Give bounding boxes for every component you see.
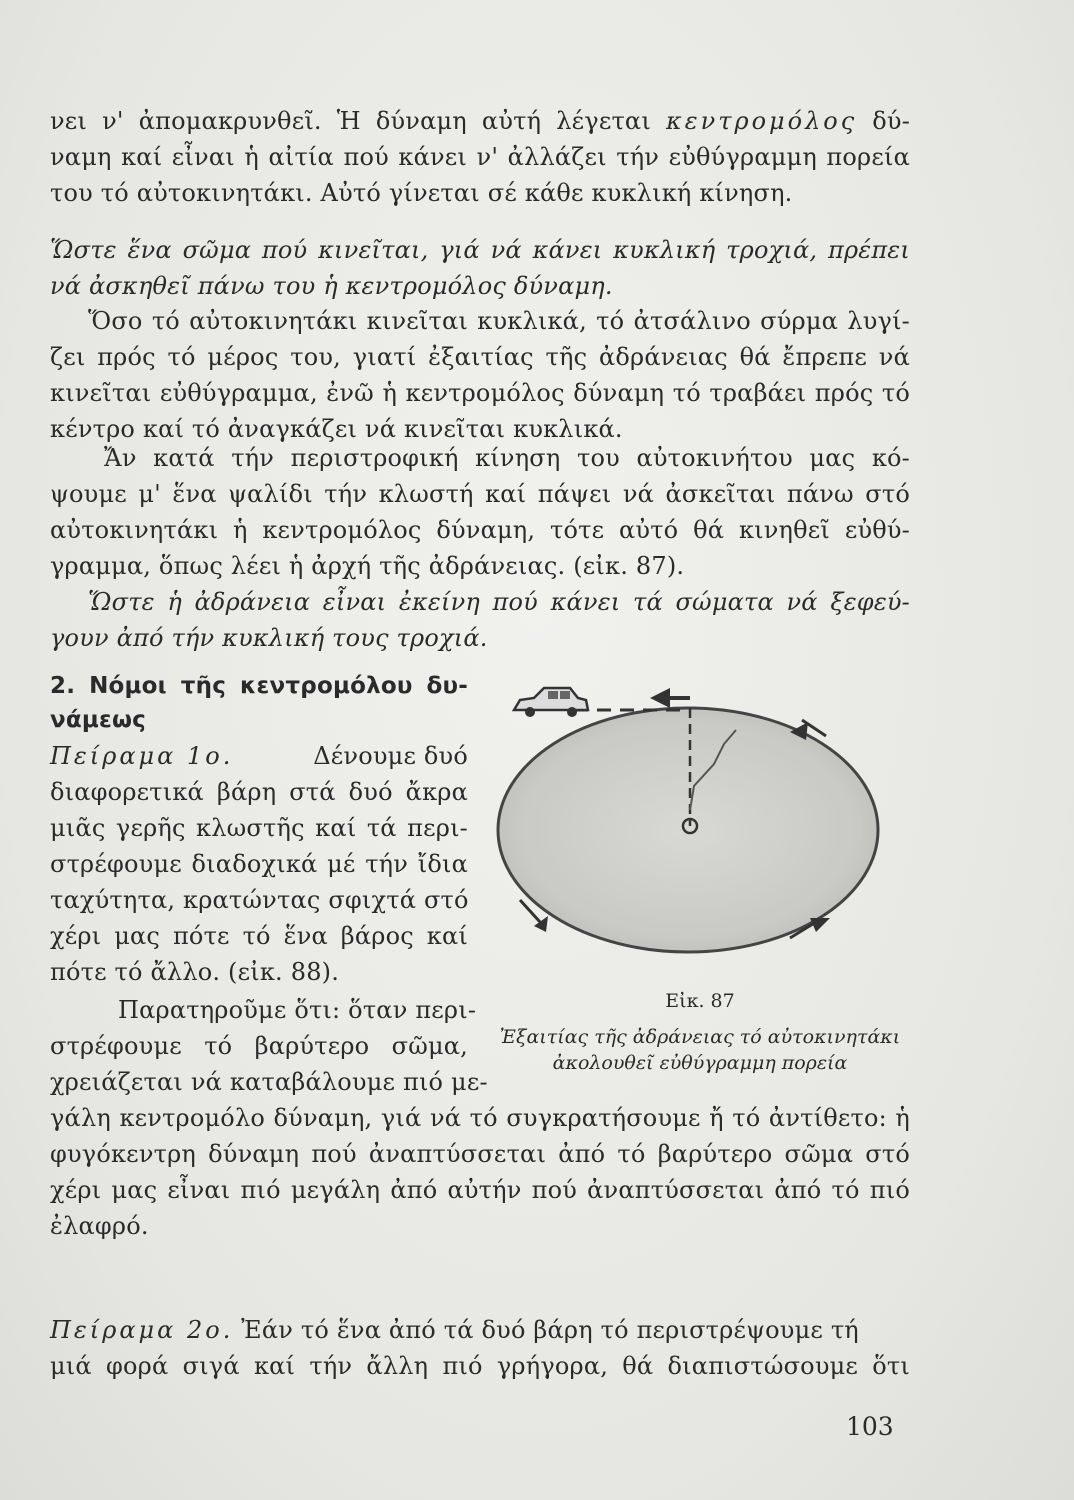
- text-line: Ὥστε ἕνα σῶμα πού κινεῖται, γιά νά κάνει κυκλική τροχιά, πρέπει: [50, 236, 910, 264]
- text-line: Ὥστε ἡ ἀδράνεια εἶναι ἐκείνη πού κάνει τά σώματα νά ξεφεύ-: [88, 588, 910, 616]
- text-line: μιᾶς γερῆς κλωστῆς καί τά περι-: [50, 814, 468, 842]
- experiment-label: Πείραμα 1ο.: [50, 742, 234, 770]
- direction-arrow: [810, 918, 830, 932]
- text-line: γουν ἀπό τήν κυκλική τους τροχιά.: [50, 624, 488, 652]
- text-line: χέρι μας πότε τό ἕνα βάρος καί: [50, 922, 468, 950]
- toy-car: [514, 688, 588, 717]
- text-line: Πείραμα 2ο. Ἐάν τό ἕνα ἀπό τά δυό βάρη τό περιστρέψουμε τή: [50, 1316, 859, 1344]
- figure-87-illustration: [490, 660, 910, 980]
- text-line: κινεῖται εὐθύγραμμα, ἐνῶ ἡ κεντρομόλος δύναμη τό τραβάει πρός τό: [50, 379, 910, 407]
- direction-arrow: [650, 688, 690, 708]
- text-line: χέρι μας εἶναι πιό μεγάλη ἀπό αὐτήν πού ἀναπτύσσεται ἀπό τό πιό: [50, 1176, 910, 1204]
- text-line: πότε τό ἄλλο. (εἰκ. 88).: [50, 958, 340, 986]
- experiment-label: Πείραμα 2ο.: [50, 1316, 234, 1344]
- text-line: φυγόκεντρη δύναμη πού ἀναπτύσσεται ἀπό τό βαρύτερο σῶμα στό: [50, 1140, 910, 1168]
- text-line: ναμη καί εἶναι ἡ αἰτία πού κάνει ν' ἀλλάζει τήν εὐθύγραμμη πορεία: [50, 143, 910, 171]
- text-line: ψουμε μ' ἕνα ψαλίδι τήν κλωστή καί πάψει νά ἀσκεῖται πάνω στό: [50, 480, 910, 508]
- text-line: ἐλαφρό.: [50, 1212, 149, 1240]
- section-heading: νάμεως: [50, 707, 147, 733]
- text-line: Ὅσο τό αὐτοκινητάκι κινεῖται κυκλικά, τό ἀτσάλινο σύρμα λυγί-: [88, 307, 910, 335]
- text-line: στρέφουμε τό βαρύτερο σῶμα,: [50, 1032, 468, 1060]
- text-line: ζει πρός τό μέρος του, γιατί ἐξαιτίας τῆς ἀδράνειας θά ἔπρεπε νά: [50, 343, 910, 371]
- text-line: διαφορετικά βάρη στά δυό ἄκρα: [50, 778, 468, 806]
- figure-label: Εἰκ. 87: [665, 990, 735, 1012]
- text-line: του τό αὐτοκινητάκι. Αὐτό γίνεται σέ κάθε κυκλική κίνηση.: [50, 179, 793, 207]
- emphasized-term: κεντρομόλος: [666, 107, 858, 135]
- text-line: στρέφουμε διαδοχικά μέ τήν ἴδια: [50, 850, 468, 878]
- text-line: ταχύτητα, κρατώντας σφιχτά στό: [50, 886, 469, 914]
- text-line: αὐτοκινητάκι ἡ κεντρομόλος δύναμη, τότε αὐτό θά κινηθεῖ εὐθύ-: [50, 516, 910, 544]
- figure-caption: ἀκολουθεῖ εὐθύγραμμη πορεία: [552, 1052, 848, 1074]
- text-line: μιά φορά σιγά καί τήν ἄλλη πιό γρήγορα, θά διαπιστώσουμε ὅτι: [50, 1352, 910, 1380]
- text-line: νά ἀσκηθεῖ πάνω του ἡ κεντρομόλος δύναμη.: [50, 272, 613, 300]
- text-line: Ἄν κατά τήν περιστροφική κίνηση του αὐτοκινήτου μας κό-: [104, 444, 910, 472]
- circular-track: [498, 708, 878, 952]
- section-heading: 2. Νόμοι τῆς κεντρομόλου δυ-: [50, 673, 468, 699]
- text-line: νει ν' ἀπομακρυνθεῖ. Ἡ δύναμη αὐτή λέγεται κεντρομόλος δύ-: [50, 107, 910, 135]
- text-line: γραμμα, ὅπως λέει ἡ ἀρχή τῆς ἀδράνειας. (εἰκ. 87).: [50, 552, 685, 580]
- text-line: χρειάζεται νά καταβάλουμε πιό με-: [50, 1068, 488, 1096]
- page-number: 103: [846, 1412, 894, 1441]
- text-line: κέντρο καί τό ἀναγκάζει νά κινεῖται κυκλικά.: [50, 415, 623, 443]
- figure-caption: Ἐξαιτίας τῆς ἀδράνειας τό αὐτοκινητάκι: [499, 1026, 901, 1048]
- text-line: Πείραμα 1ο. Δένουμε δυό: [50, 742, 468, 770]
- text-line: Παρατηροῦμε ὅτι: ὅταν περι-: [118, 996, 477, 1024]
- text-line: γάλη κεντρομόλο δύναμη, γιά νά τό συγκρατήσουμε ἤ τό ἀντίθετο: ἡ: [50, 1104, 910, 1132]
